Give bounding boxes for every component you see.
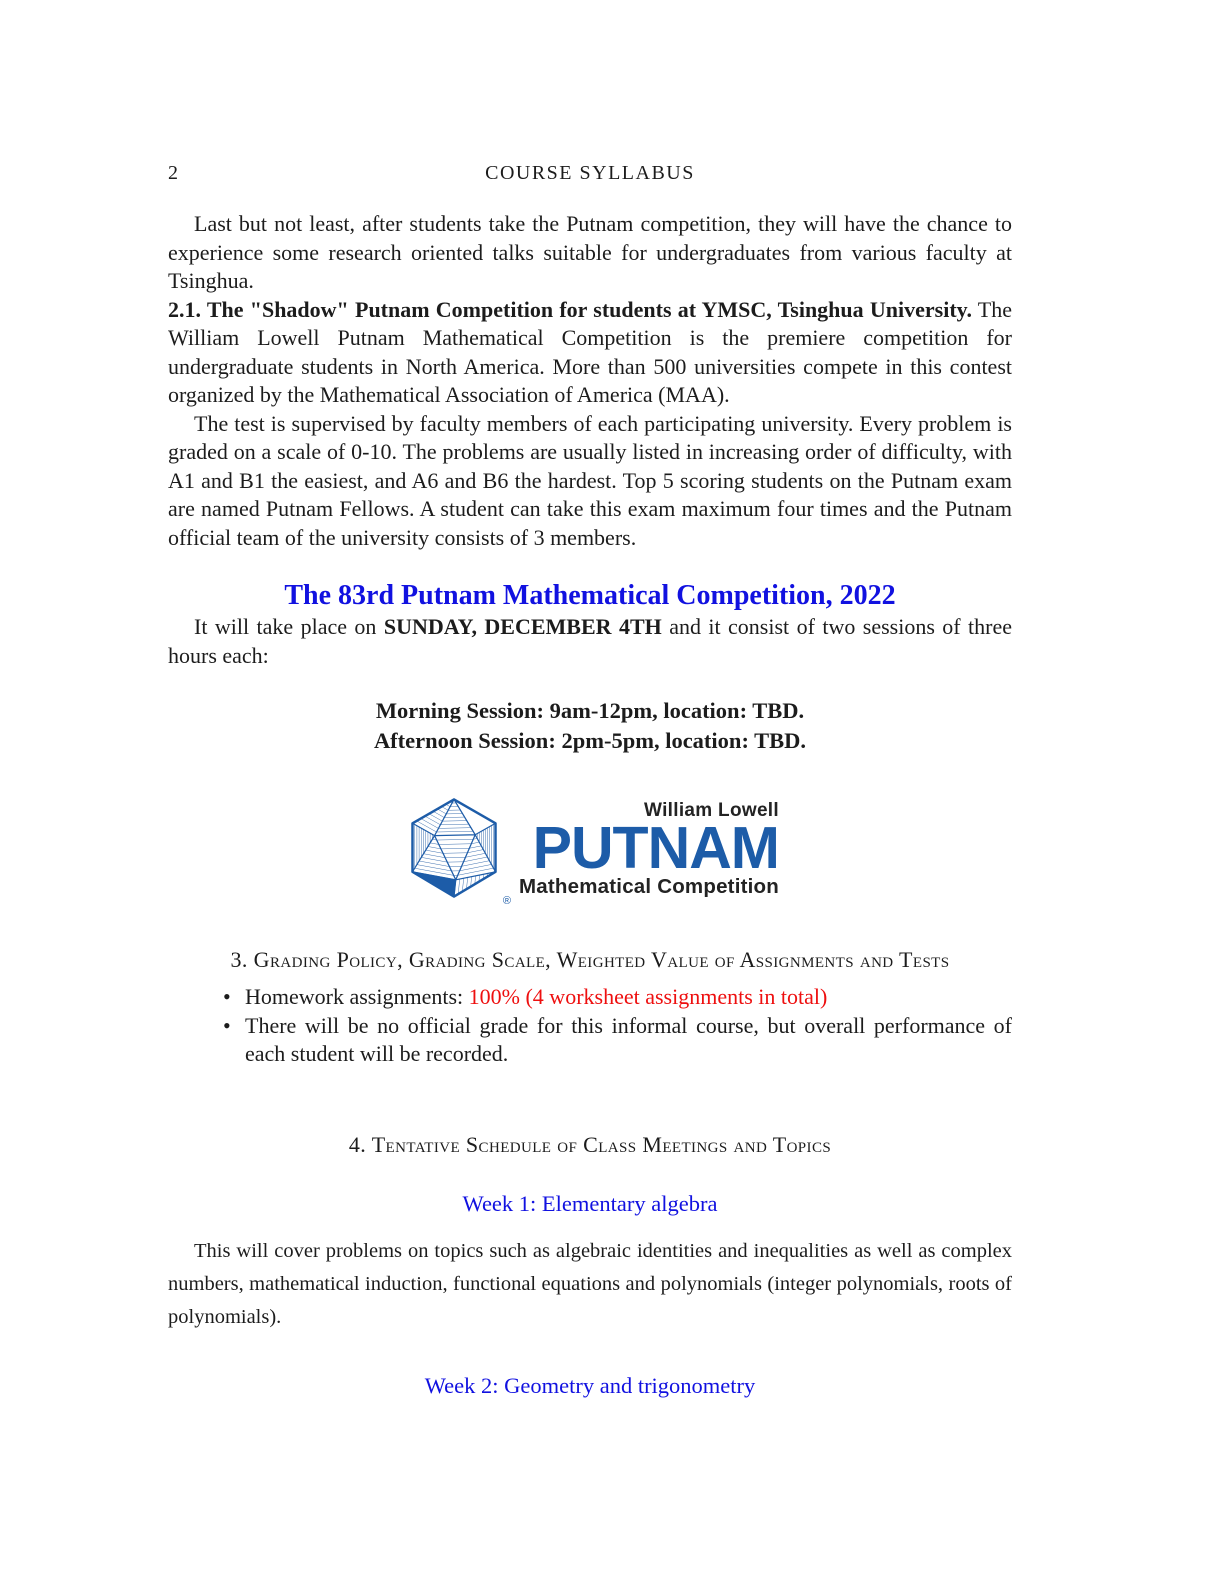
homework-value: 100% (4 worksheet assignments in total): [468, 984, 828, 1009]
afternoon-session-line: Afternoon Session: 2pm-5pm, location: TBD.: [373, 727, 807, 753]
page-content: [168, 162, 1012, 1399]
date-bold: SUNDAY, DECEMBER 4TH: [383, 614, 662, 639]
homework-label: Homework assignments:: [245, 984, 464, 1009]
logo-william-lowell: William Lowell: [644, 799, 779, 821]
morning-session-line: Morning Session: 9am-12pm, location: TBD.: [375, 698, 805, 723]
section-4-heading: 4. Tentative Schedule of Class Meetings and Topics: [348, 1131, 832, 1157]
session-schedule: [168, 696, 1012, 755]
paragraph-date: [168, 613, 1012, 670]
subsection-body: The William Lowell Putnam Mathematical Competition is the premiere competition for undergraduate students in North America. More than 500 universities compete in this contest organized by the Mathematical Association of America (MAA).: [168, 296, 1012, 407]
page-number: 2: [168, 162, 178, 184]
grading-bullet-list: [168, 983, 1012, 1069]
week-1-title: Week 1: Elementary algebra: [462, 1190, 718, 1216]
logo-subtitle: Mathematical Competition: [519, 874, 779, 898]
registered-trademark-icon: ®: [502, 895, 512, 907]
logo-putnam: PUTNAM: [532, 814, 779, 881]
week-1-description: This will cover problems on topics such as algebraic identities and inequalities as well as complex numbers, mathematical induction, functional equations and polynomials (integer polynomials, roots of polynomials).: [168, 1239, 1012, 1328]
week-2-title: Week 2: Geometry and trigonometry: [424, 1372, 756, 1398]
running-title: COURSE SYLLABUS: [485, 162, 695, 184]
competition-title: The 83rd Putnam Mathematical Competition, 2022: [284, 580, 896, 611]
paragraph-test-details: The test is supervised by faculty members of each participating university. Every problem is graded on a scale of 0-10. The problems are usually listed in increasing order of difficulty, with A1 and B1 the easiest, and A6 and B6 the hardest. Top 5 scoring students on the Putnam exam are named Putnam Fellows. A student can take this exam maximum four times and the Putnam official team of the university consists of 3 members.: [168, 410, 1012, 550]
putnam-logo: [168, 788, 1012, 910]
section-3-heading: 3. Grading Policy, Grading Scale, Weighted Value of Assignments and Tests: [230, 947, 950, 972]
subsection-2-1: [168, 296, 1012, 410]
running-header: [168, 162, 1012, 188]
putnam-icosahedron-icon: [401, 789, 512, 909]
paragraph-intro: Last but not least, after students take the Putnam competition, they will have the chance to experience some research oriented talks suitable for undergraduates from various faculty at Tsinghua.: [168, 211, 1012, 293]
putnam-logo-wordmark: [519, 801, 779, 898]
bullet-homework: [245, 983, 1012, 1012]
date-text-pre: It will take place on: [194, 614, 377, 639]
bullet-grade-note: • There will be no official grade for this informal course, but overall performance of each student will be recorded.: [245, 1012, 1012, 1069]
subsection-heading: 2.1. The "Shadow" Putnam Competition for students at YMSC, Tsinghua University.: [168, 296, 972, 322]
date-text-post: and it consist of two sessions of three hours each:: [168, 614, 1013, 668]
